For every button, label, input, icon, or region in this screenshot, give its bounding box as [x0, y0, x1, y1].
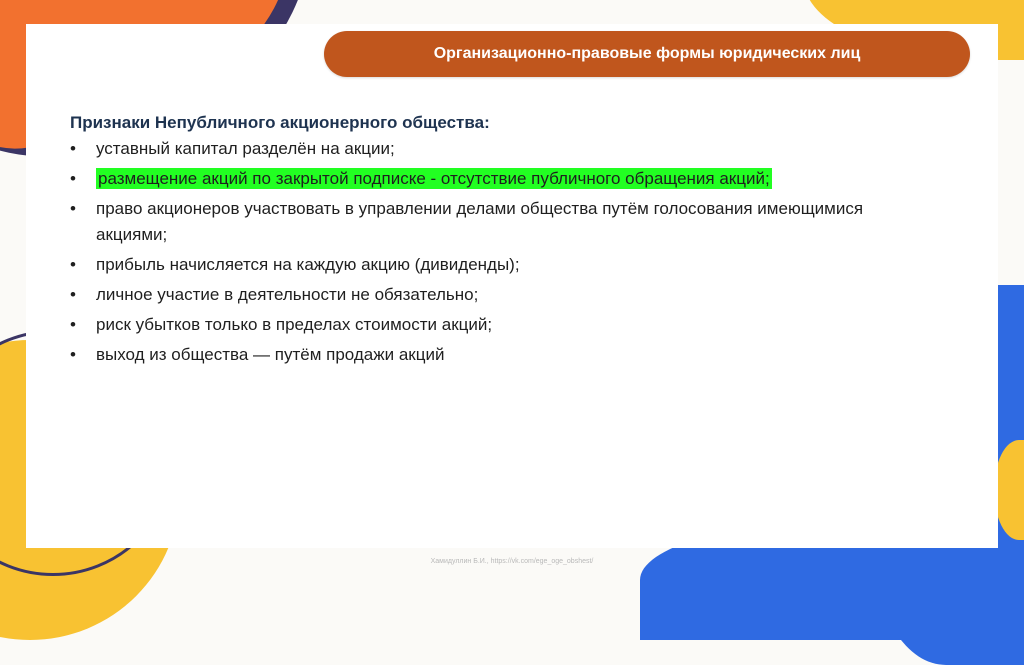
bullet-dot: •	[70, 169, 76, 188]
list-item-text: прибыль начисляется на каждую акцию (дивиденды);	[96, 255, 520, 274]
bullet-dot: •	[70, 285, 76, 304]
list-item	[70, 196, 930, 248]
list-item-text: право акционеров участвовать в управлении делами общества путём голосования имеющимися акциями;	[96, 199, 864, 244]
bullet-dot: •	[70, 199, 76, 218]
list-item	[70, 136, 930, 162]
title-bar	[324, 31, 970, 77]
slide-title: Организационно-правовые формы юридических лиц	[433, 45, 861, 62]
list-item-text: личное участие в деятельности не обязательно;	[96, 285, 479, 304]
bullet-list	[70, 136, 930, 368]
list-item	[70, 252, 930, 278]
bullet-dot: •	[70, 345, 76, 364]
slide-content	[70, 110, 930, 372]
list-item-text: риск убытков только в пределах стоимости акций;	[96, 315, 493, 334]
bullet-dot: •	[70, 139, 76, 158]
list-item	[70, 282, 930, 308]
highlighted-text: размещение акций по закрытой подписке - отсутствие публичного обращения акций;	[98, 169, 770, 188]
list-item	[70, 312, 930, 338]
list-item	[70, 342, 930, 368]
footer-credit: Хамидуллин Б.И., https://vk.com/ege_oge_obshest/	[430, 558, 594, 565]
list-item-text: уставный капитал разделён на акции;	[96, 139, 395, 158]
list-item-text: выход из общества — путём продажи акций	[96, 345, 445, 364]
list-item-highlighted	[70, 166, 930, 192]
list-heading: Признаки Непубличного акционерного общества:	[70, 113, 490, 132]
bullet-dot: •	[70, 315, 76, 334]
bullet-dot: •	[70, 255, 76, 274]
